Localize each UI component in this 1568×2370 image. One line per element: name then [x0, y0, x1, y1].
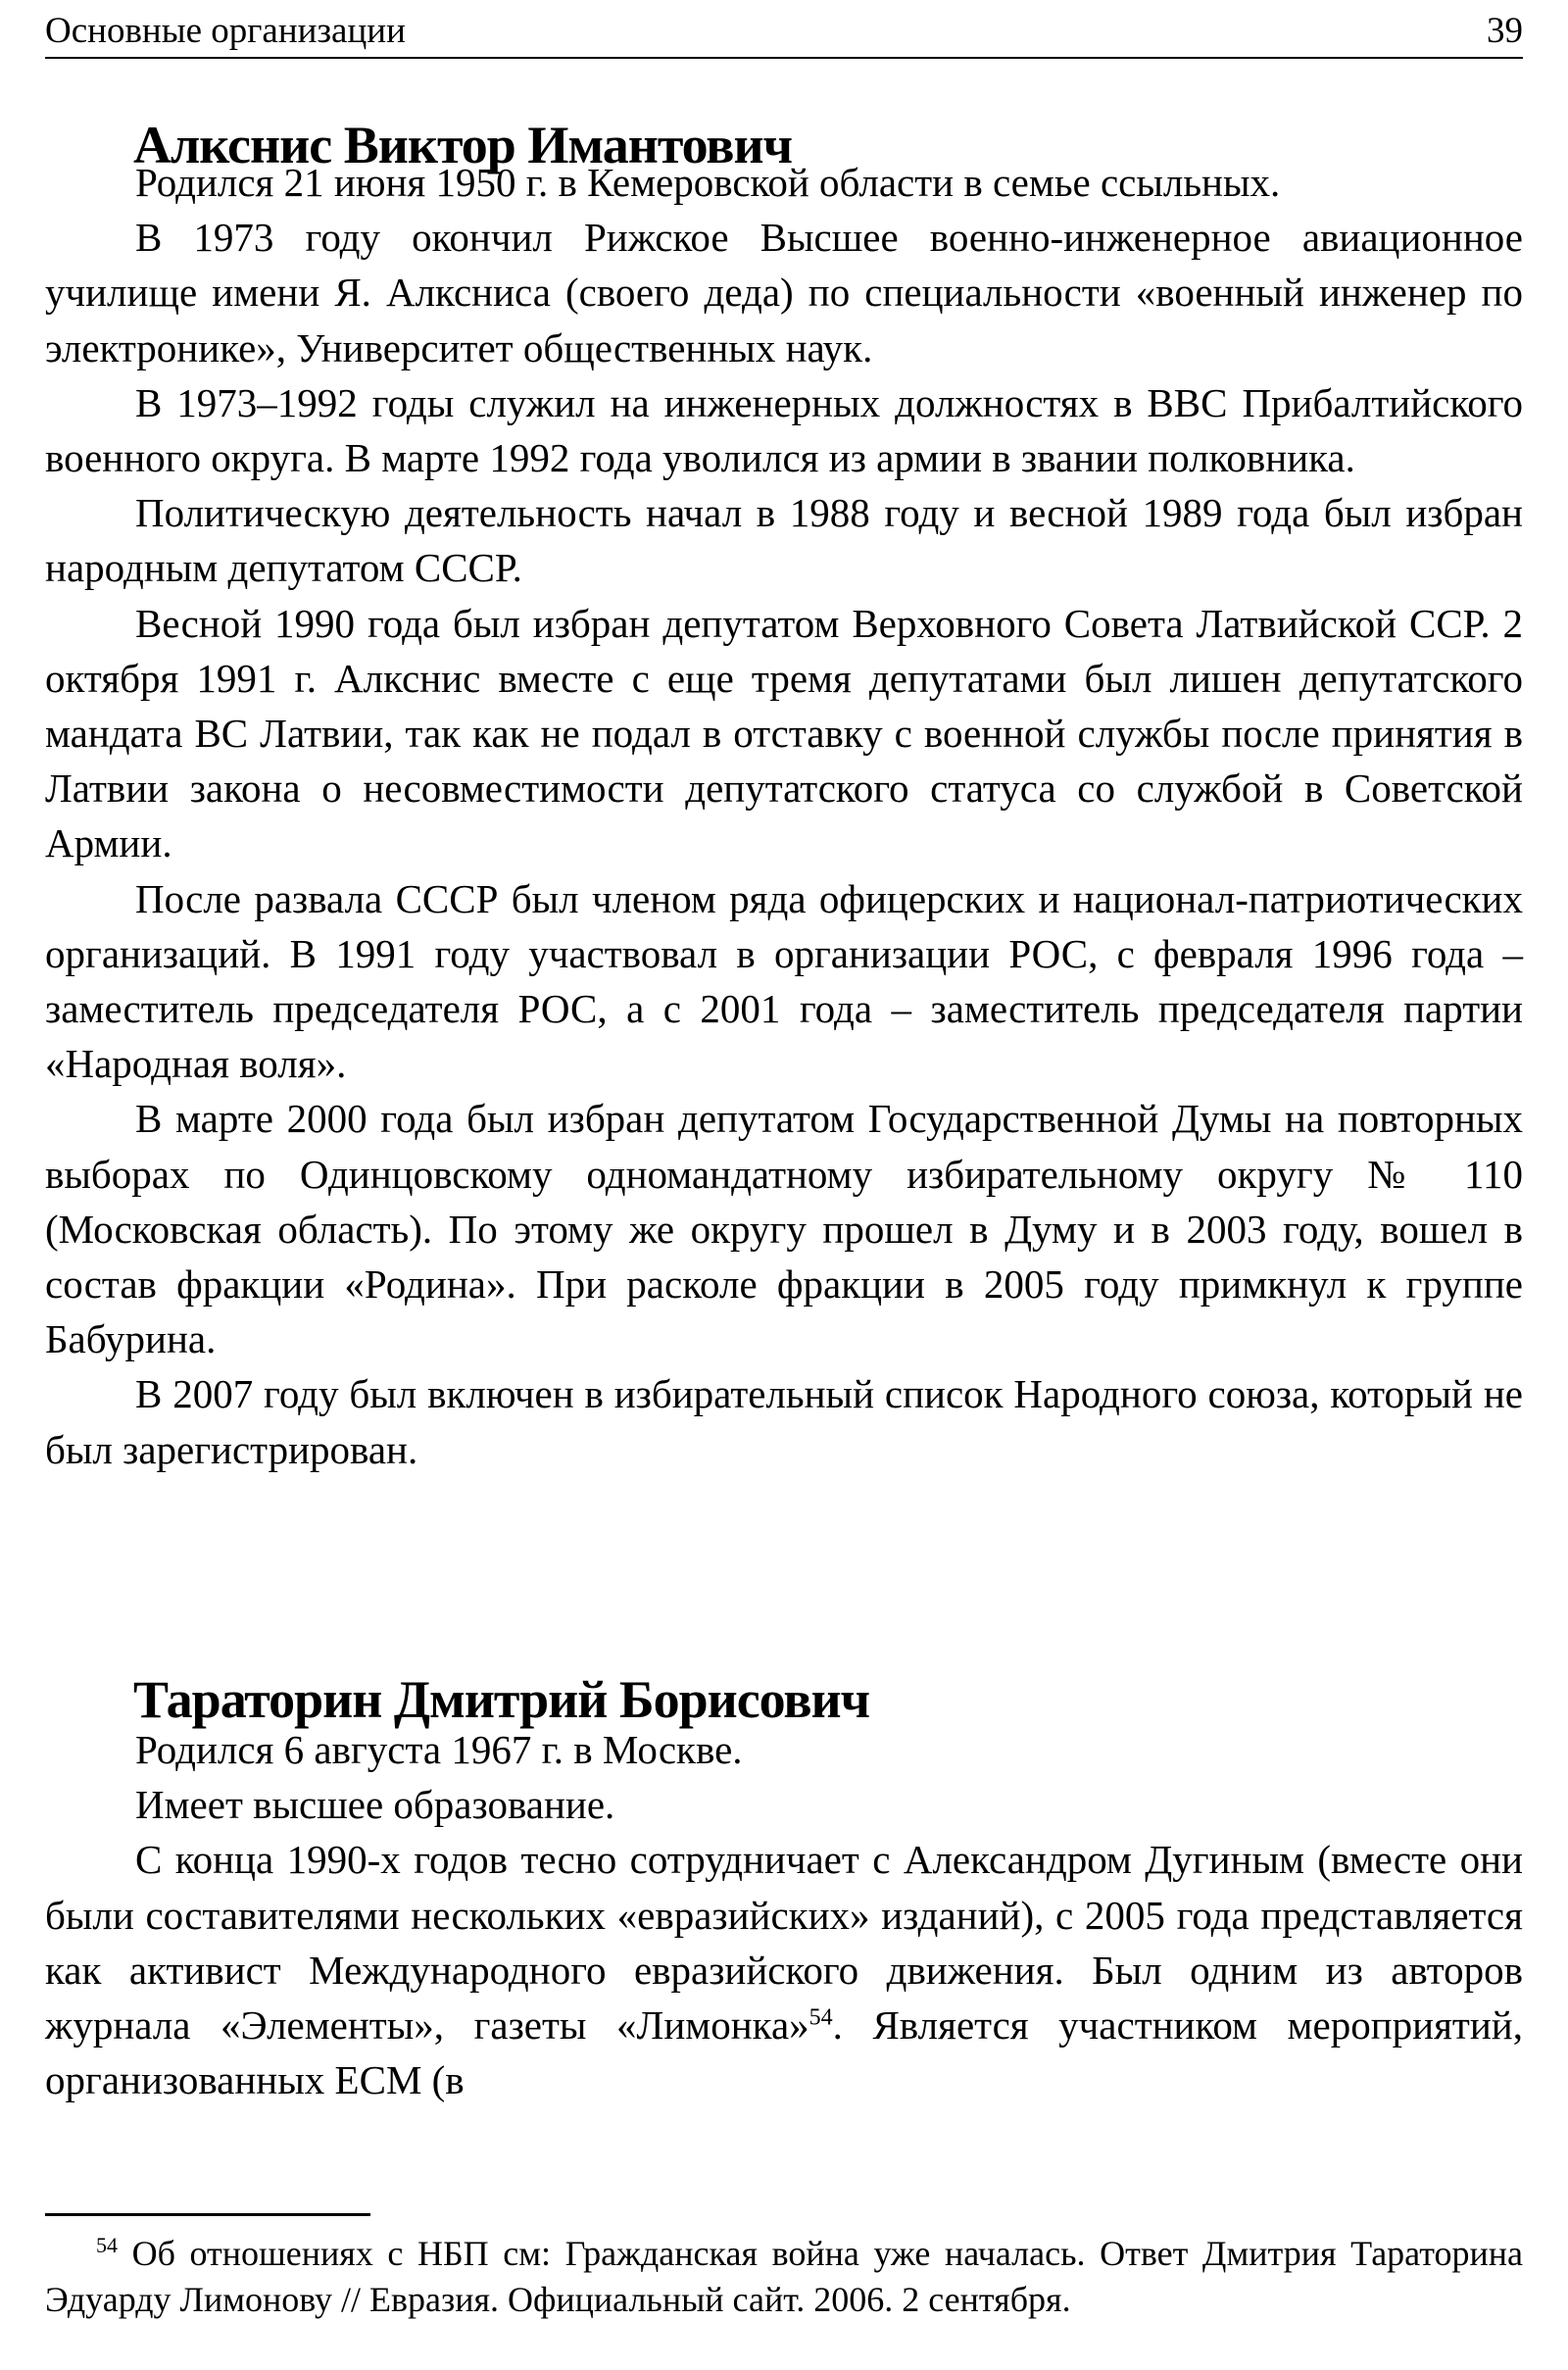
- entry-body-alksnis: [45, 155, 1523, 1477]
- paragraph: Родился 6 августа 1967 г. в Москве.: [135, 1727, 743, 1772]
- footnote-text: Об отношениях с НБП см: Гражданская война уже началась. Ответ Дмитрия Тараторина Эдуарду Лимонову // Евразия. Официальный сайт. 2006. 2 сентября.: [45, 2234, 1523, 2319]
- paragraph-text-tail: . Является участником мероприятий, организованных ЕСМ (в: [45, 2002, 1523, 2103]
- paragraph: Родился 21 июня 1950 г. в Кемеровской области в семье ссыльных.: [135, 160, 1281, 205]
- paragraph: В марте 2000 года был избран депутатом Государственной Думы на повторных выборах по Одинцовскому одномандатному избирательному округу № 110 (Московская область). По этому же округу прошел в Думу и в 2003 году, вошел в состав фракции «Родина». При расколе фракции в 2005 году примкнул к группе Бабурина.: [45, 1096, 1523, 1362]
- entry-body-taratorin: [45, 1722, 1523, 2107]
- running-header: [45, 6, 1523, 59]
- footnote: [45, 2231, 1523, 2323]
- paragraph: Политическую деятельность начал в 1988 году и весной 1989 года был избран народным депутатом СССР.: [45, 490, 1523, 591]
- footnote-divider: [45, 2213, 370, 2216]
- footnote-number: 54: [96, 2233, 118, 2257]
- paragraph: Имеет высшее образование.: [135, 1782, 615, 1828]
- paragraph: В 1973 году окончил Рижское Высшее военно-инженерное авиационное училище имени Я. Алксниса (своего деда) по специальности «военный инженер по электронике», Университет общественных наук.: [45, 215, 1523, 370]
- paragraph: В 1973–1992 годы служил на инженерных должностях в ВВС Прибалтийского военного округа. В марте 1992 года уволился из армии в звании полковника.: [45, 379, 1523, 481]
- page-number: 39: [1487, 11, 1523, 51]
- paragraph-text: С конца 1990-х годов тесно сотрудничает с Александром Дугиным (вместе они были составителями нескольких «евразийских» изданий), с 2005 года представляется как активист Международного евразийского движения. Был одним из авторов журнала «Элементы», газеты «Лимонка»: [45, 1837, 1523, 2049]
- paragraph: В 2007 году был включен в избирательный список Народного союза, который не был зарегистрирован.: [45, 1371, 1523, 1472]
- entry-title-taratorin: Тараторин Дмитрий Борисович: [133, 1670, 870, 1729]
- entry-title-alksnis: Алкснис Виктор Имантович: [133, 116, 793, 174]
- paragraph: После развала СССР был членом ряда офицерских и национал-патриотических организаций. В 1991 году участвовал в организации РОС, с февраля 1996 года – заместитель председателя РОС, а с 2001 года – заместитель председателя партии «Народная воля».: [45, 875, 1523, 1087]
- paragraph: Весной 1990 года был избран депутатом Верховного Совета Латвийской ССР. 2 октября 1991 г. Алкснис вместе с еще тремя депутатами был лишен депутатского мандата ВС Латвии, так как не подал в отставку с военной службы после принятия в Латвии закона о несовместимости депутатского статуса со службой в Советской Армии.: [45, 600, 1523, 866]
- paragraph: [45, 1832, 1523, 2107]
- footnote-reference[interactable]: 54: [808, 2004, 833, 2031]
- running-header-section-title: Основные организации: [45, 11, 406, 51]
